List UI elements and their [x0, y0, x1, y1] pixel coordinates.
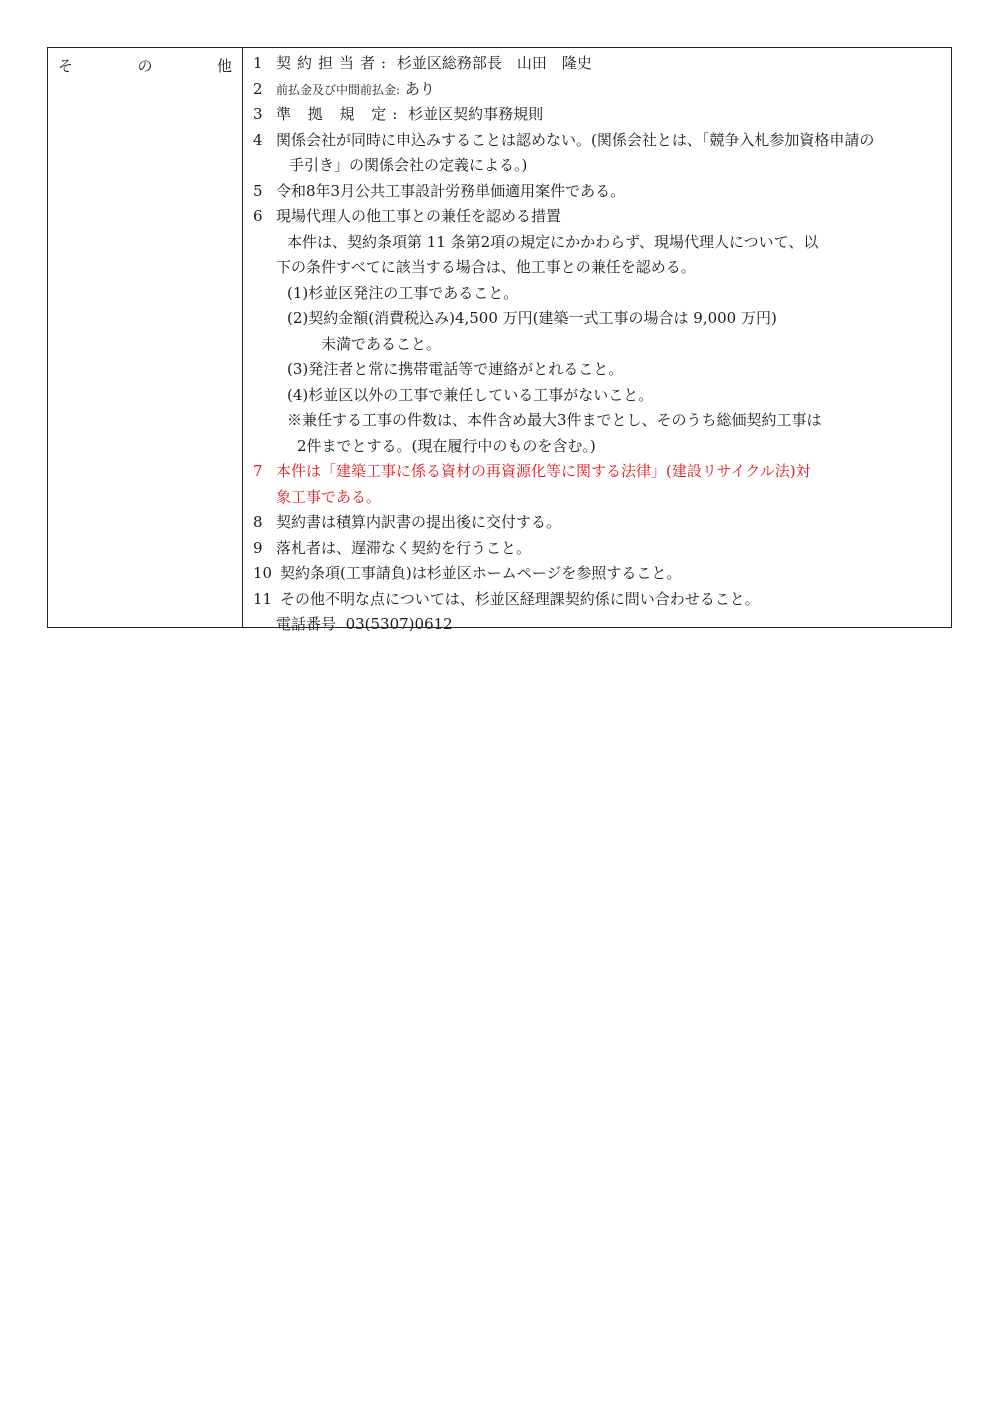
item-number: 10: [253, 564, 273, 582]
advance-payment-label: 前払金及び中間前払金:: [276, 82, 401, 97]
label-char: の: [137, 57, 153, 75]
item-number: 1: [253, 54, 263, 72]
item-3: [253, 102, 951, 128]
condition-1: (1)杉並区発注の工事であること。: [287, 283, 519, 302]
phone-number: 03(5307)0612: [345, 615, 453, 633]
item-6: [253, 204, 951, 230]
contract-officer-value: 杉並区総務部長 山田 隆史: [396, 54, 592, 72]
contract-officer-label: 契約担当者:: [276, 54, 393, 72]
item-number: 6: [253, 207, 263, 225]
item-6-paragraph: 本件は、契約条項第 11 条第2項の規定にかかわらず、現場代理人について、以: [287, 232, 819, 251]
item-number: 8: [253, 513, 263, 531]
item-number: 4: [253, 130, 263, 149]
condition-2: (2)契約金額(消費税込み)4,500 万円(建築一式工事の場合は 9,000 万円): [287, 309, 777, 327]
condition-2-continued: 未満であること。: [321, 334, 442, 353]
note-continued: 2件までとする。(現在履行中のものを含む。): [297, 436, 596, 455]
item-text: 落札者は、遅滞なく契約を行うこと。: [276, 538, 532, 557]
item-2: [253, 77, 951, 103]
item-7: [253, 459, 951, 485]
item-6-paragraph: 下の条件すべてに該当する場合は、他工事との兼任を認める。: [276, 258, 696, 276]
content-cell: [243, 48, 951, 633]
item-text: 関係会社が同時に申込みすることは認めない。(関係会社とは、「競争入札参加資格申請の: [276, 130, 875, 149]
item-1: [253, 51, 951, 77]
conditions-table: [47, 47, 952, 633]
item-number: 3: [253, 105, 263, 123]
item-text: 令和8年3月公共工事設計労務単価適用案件である。: [276, 181, 626, 200]
item-11: [253, 587, 951, 613]
section-label-other: [58, 53, 232, 79]
item-number: 11: [253, 589, 273, 608]
item-10: [253, 561, 951, 587]
item-9: [253, 536, 951, 562]
item-text: その他不明な点については、杉並区経理課契約係に問い合わせること。: [280, 589, 760, 608]
item-4-continued: 手引き」の関係会社の定義による。): [289, 156, 528, 174]
item-number: 7: [253, 462, 263, 480]
item-text: 契約書は積算内訳書の提出後に交付する。: [276, 513, 562, 531]
condition-4: (4)杉並区以外の工事で兼任している工事がないこと。: [287, 385, 654, 404]
item-4: [253, 128, 951, 154]
phone-line: [253, 612, 951, 638]
label-char: そ: [58, 57, 74, 75]
advance-payment-value: あり: [404, 79, 435, 98]
regulation-value: 杉並区契約事務規則: [408, 105, 544, 123]
phone-label: 電話番号: [276, 615, 337, 633]
note: ※兼任する工事の件数は、本件含め最大3件までとし、そのうち総価契約工事は: [287, 411, 822, 429]
item-7-continued: 象工事である。: [276, 487, 382, 506]
label-cell: [48, 48, 243, 627]
item-5: [253, 179, 951, 205]
item-8: [253, 510, 951, 536]
item-text: 本件は「建築工事に係る資材の再資源化等に関する法律」(建設リサイクル法)対: [276, 462, 811, 480]
item-text: 契約条項(工事請負)は杉並区ホームページを参照すること。: [280, 564, 682, 582]
label-char: 他: [216, 57, 232, 75]
item-number: 2: [253, 79, 263, 98]
regulation-label: 準 拠 規 定:: [276, 105, 404, 123]
item-number: 5: [253, 181, 263, 200]
item-number: 9: [253, 538, 263, 557]
item-title: 現場代理人の他工事との兼任を認める措置: [276, 207, 562, 225]
condition-3: (3)発注者と常に携帯電話等で連絡がとれること。: [287, 360, 624, 378]
